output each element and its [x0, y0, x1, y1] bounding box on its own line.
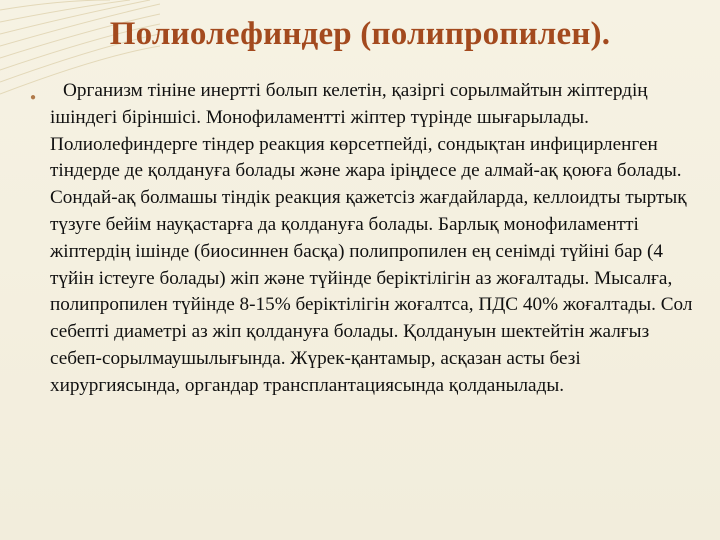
slide-title: Полиолефиндер (полипропилен). [109, 16, 611, 52]
slide-body-text: Организм тініне инертті болып келетін, қазіргі сорылмайтын жіптердің ішіндегі біріншісі. Монофиламентті жіптер түрінде шығарылады. Полиолефиндерге тіндер реакция көрсетпейді, сондықтан инфицирленген тіндерде де қолдануға болады және жара іріңдесе де алмай-ақ қоюға болады. Сондай-ақ болмашы тіндік реакция қажетсіз жағдайларда, келлоидты тыртық түзуге бейім науқастарға да қолдануға болады. Барлық монофиламентті жіптердің ішінде (биосиннен басқа) полипропилен ең сенімді түйіні бар (4 түйін істеуге болады) жіп және түйінде беріктілігін аз жоғалтады. Мысалға, полипропилен түйінде 8-15% беріктілігін жоғалтса, ПДС 40% жоғалтады. Сол себепті диаметрі аз жіп қолдануға болады. Қолдануын шектейтін жалғыз себеп-сорылмаушылығында. Жүрек-қантамыр, асқазан асты безі хирургиясында, органдар трансплантациясында қолданылады. [50, 80, 693, 396]
bullet-icon: ● [30, 92, 37, 103]
